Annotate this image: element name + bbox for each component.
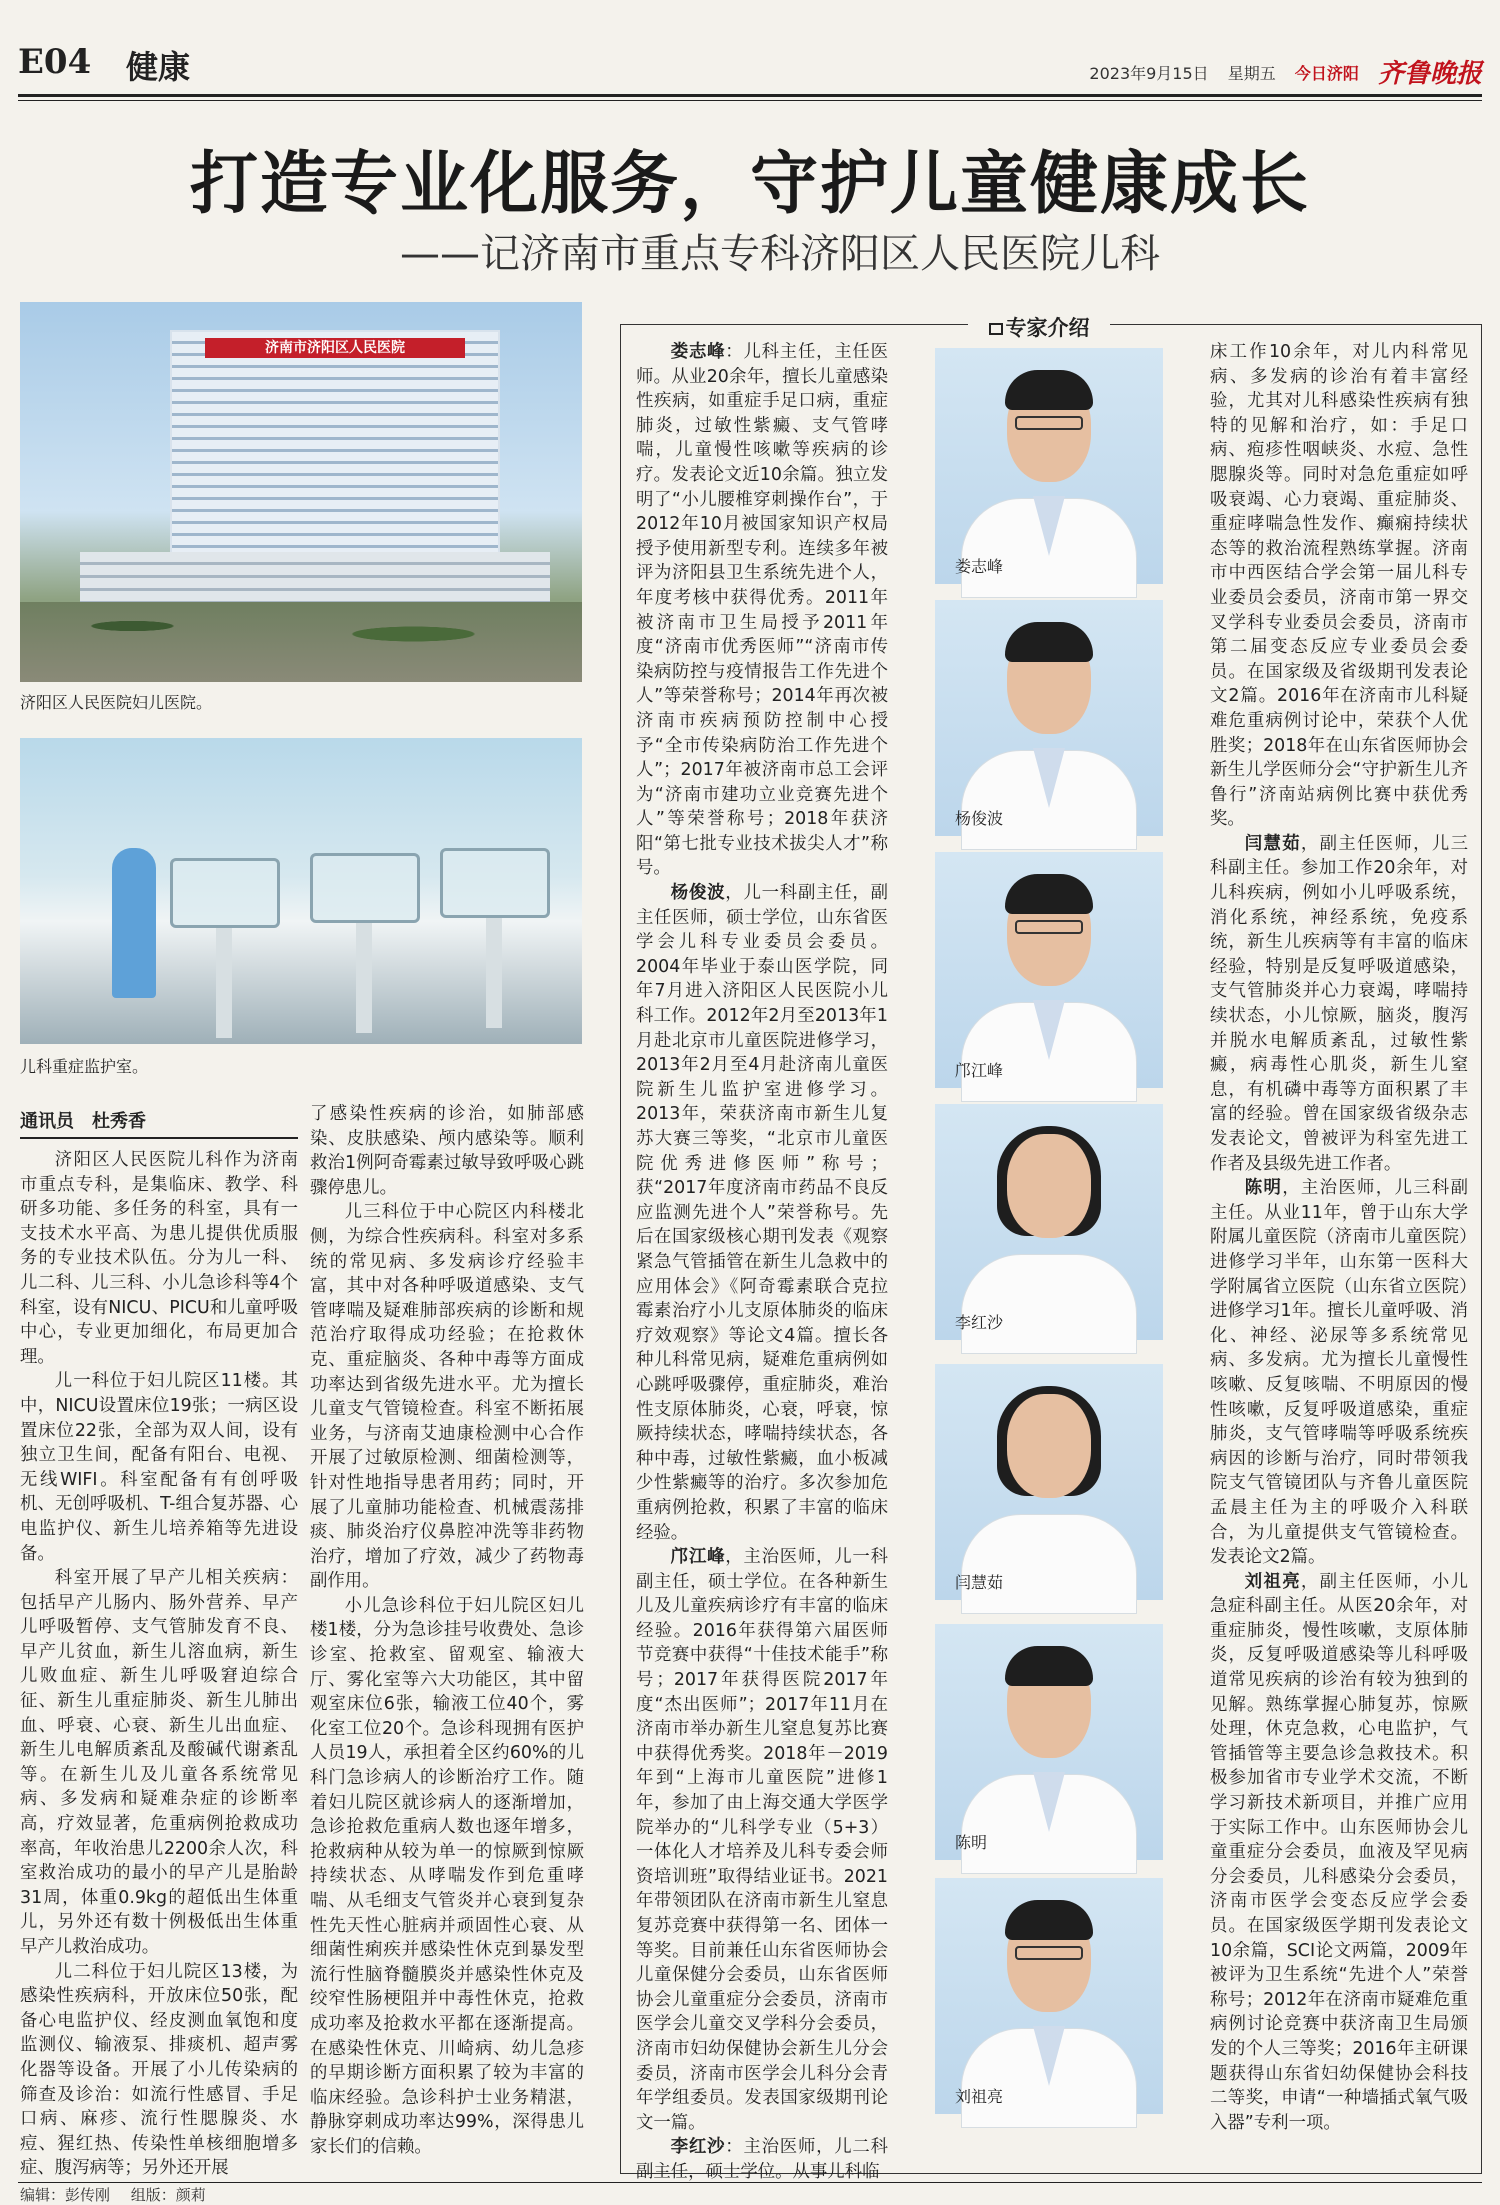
expert-name: 李红沙 xyxy=(670,2137,726,2158)
face xyxy=(1007,1394,1091,1498)
expert-name: 杨俊波 xyxy=(670,883,726,904)
expert-name: 陈明 xyxy=(1244,1178,1283,1199)
glasses-icon xyxy=(1015,416,1083,430)
hair xyxy=(1005,1900,1093,1940)
glasses-icon xyxy=(1015,920,1083,934)
portrait-name: 闫慧茹 xyxy=(955,1573,1004,1592)
footer-rule xyxy=(18,2182,1482,2183)
section-name: 健康 xyxy=(126,48,191,86)
expert-column-right xyxy=(1210,340,1468,2168)
paragraph: 小儿急诊科位于妇儿院区妇儿楼1楼，分为急诊挂号收费处、急诊诊室、抢救室、留观室、输液大厅、雾化室等六大功能区，其中留观室床位6张，输液工位40个，雾化室工位20个。急诊科现拥有医护人员19人，承担着全区约60%的儿科门急诊病人的诊断治疗工作。随着妇儿院区就诊病人的逐渐增加，急诊抢救危重病人数也逐年增多，抢救病种从较为单一的惊厥到惊厥持续状态、从哮喘发作到危重哮喘、从毛细支气管炎并心衰到复杂性先天性心脏病并顽固性心衰、从细菌性痢疾并感染性休克到暴发型流行性脑脊髓膜炎并感染性休克及绞窄性肠梗阻并中毒性休克，抢救成功率及抢救水平都在逐渐提高。在感染性休克、川崎病、幼儿急疹的早期诊断方面积累了较为丰富的临床经验。急诊科护士业务精湛，静脉穿刺成功率达99%，深得患儿家长们的信赖。 xyxy=(310,1595,584,2157)
expert-text: 床工作10余年，对儿内科常见病、多发病的诊治有着丰富经验，尤其对儿科感染性疾病有独特的见解和治疗，如：手足口病、疱疹性咽峡炎、水痘、急性腮腺炎等。同时对急危重症如呼吸衰竭、心力衰竭、重症肺炎、重症哮喘急性发作、癫痫持续状态等的救治流程熟练掌握。济南市中西医结合学会第一届儿科专业委员会委员，济南市第一界交叉学科专业委员会委员，济南市第二届变态反应专业委员会委员。在国家级及省级期刊发表论文2篇。2016年在济南市儿科疑难危重病例讨论中，荣获个人优胜奖；2018年在山东省医师协会新生儿学医师分会“守护新生儿齐鲁行”济南站病例比赛中获优秀奖。 xyxy=(1210,342,1468,830)
page-header xyxy=(18,40,1482,92)
paragraph: 了感染性疾病的诊治，如肺部感染、皮肤感染、颅内感染等。顺利救治1例阿奇霉素过敏导致呼吸心跳骤停患儿。 xyxy=(310,1104,584,1198)
face xyxy=(1007,1134,1091,1238)
layout-credit: 组版：颜莉 xyxy=(130,2186,206,2204)
incubator xyxy=(440,848,550,918)
header-rule-thin xyxy=(18,100,1482,101)
expert-name: 娄志峰 xyxy=(670,342,726,362)
editor-credit: 编辑：彭传刚 xyxy=(20,2186,111,2204)
header-rule xyxy=(18,94,1482,97)
photo1-caption: 济阳区人民医院妇儿医院。 xyxy=(20,693,213,712)
portrait-name: 娄志峰 xyxy=(955,557,1004,576)
glasses-icon xyxy=(1015,1946,1083,1960)
expert-text: ，儿一科副主任，副主任医师，硕士学位，山东省医学会儿科专业委员会委员。2004年毕业于泰山医学院，同年7月进入济阳区人民医院小儿科工作。2012年2月至2013年1月赴北京市儿童医院进修学习，2013年2月至4月赴济南儿童医院新生儿监护室进修学习。2013年，荣获济南市新生儿复苏大赛三等奖，“北京市儿童医院优秀进修医师”称号；获“2017年度济南市药品不良反应监测先进个人”荣誉称号。先后在国家级核心期刊发表《观察紧急气管插管在新生儿急救中的应用体会》《阿奇霉素联合克拉霉素治疗小儿支原体肺炎的临床疗效观察》等论文4篇。擅长各种儿科常见病，疑难危重病例如心跳呼吸骤停，重症肺炎，难治性支原体肺炎，心衰，呼衰，惊厥持续状态，哮喘持续状态，各种中毒，过敏性紫癜，血小板减少性紫癜等的治疗。多次参加危重病例抢救，积累了丰富的临床经验。 xyxy=(636,883,888,1543)
header-meta xyxy=(1075,50,1482,87)
box-icon xyxy=(989,323,1003,335)
hair xyxy=(1005,622,1093,662)
paragraph: 儿三科位于中心院区内科楼北侧，为综合性疾病科。科室对多系统的常见病、多发病诊疗经验丰富，其中对各种呼吸道感染、支气管哮喘及疑难肺部疾病的诊断和规范治疗取得成功经验；在抢救休克、重症脑炎、各种中毒等方面成功率达到省级先进水平。尤为擅长儿童支气管镜检查。科室不断拓展业务，与济南艾迪康检测中心合作开展了过敏原检测、细菌检测等，针对性地指导患者用药；同时，开展了儿童肺功能检查、机械震荡排痰、肺炎治疗仪鼻腔冲洗等非药物治疗，增加了疗效，减少了药物毒副作用。 xyxy=(310,1202,584,1592)
icu-photo xyxy=(20,738,582,1044)
paragraph: 儿二科位于妇儿院区13楼，为感染性疾病科，开放床位50张，配备心电监护仪、经皮测血氧饱和度监测仪、输液泵、排痰机、超声雾化器等设备。开展了小儿传染病的筛查及诊治：如流行性感冒、手足口病、麻疹、流行性腮腺炎、水痘、猩红热、传染性单核细胞增多症、腹泻病等；另外还开展 xyxy=(20,1961,298,2179)
building-sign: 济南市济阳区人民医院 xyxy=(205,338,465,358)
expert-bio xyxy=(636,1545,888,2135)
expert-text: ，主治医师，儿一科副主任，硕士学位。在各种新生儿及儿童疾病诊疗有丰富的临床经验。2016年获得第六届医师节竞赛中获得“十佳技术能手”称号；2017年获得医院2017年度“杰出医师”；2017年11月在济南市举办新生儿窒息复苏比赛中获得优秀奖。2018年－2019年到“上海市儿童医院”进修1年，参加了由上海交通大学医学院举办的“儿科学专业（5+3）一体化人才培养及儿科专委会师资培训班”取得结业证书。2021年带领团队在济南市新生儿窒息复苏竞赛中获得第一名、团体一等奖。目前兼任山东省医师协会儿童保健分会委员，山东省医师协会儿童重症分会委员，济南市医学会儿童交叉学科分会委员，济南市妇幼保健协会新生儿分会委员，济南市医学会儿科分会青年学组委员。发表国家级期刊论文一篇。 xyxy=(636,1547,888,2133)
portrait-name: 邝江峰 xyxy=(955,1061,1004,1080)
hair xyxy=(1005,370,1093,410)
incubator-stand xyxy=(356,923,372,1033)
incubator xyxy=(310,853,420,923)
hair xyxy=(1005,874,1093,914)
expert-text: ，副主任医师，儿三科副主任。参加工作20余年，对儿科疾病，例如小儿呼吸系统，消化系统，神经系统，免疫系统，新生儿疾病等有丰富的临床经验，特别是反复呼吸道感染，支气管肺炎并心力衰竭，哮喘持续状态，小儿惊厥，脑炎，腹泻并脱水电解质紊乱，过敏性紫癜，病毒性心肌炎，新生儿窒息，有机磷中毒等方面积累了丰富的经验。曾在国家级省级杂志发表论文，曾被评为科室先进工作者及县级先进工作者。 xyxy=(1210,833,1468,1174)
trees xyxy=(20,602,582,682)
expert-text: ，主治医师，儿三科副主任。从业11年，曾于山东大学附属儿童医院（济南市儿童医院）进修学习半年，山东第一医科大学附属省立医院（山东省立医院）进修学习1年。擅长儿童呼吸、消化、神经、泌尿等多系统常见病、多发病。尤为擅长儿童慢性咳嗽、反复咳喘、不明原因的慢性咳嗽，反复呼吸道感染，重症肺炎，支气管哮喘等呼吸系统疾病因的诊断与治疗，同时带领我院支气管镜团队与齐鲁儿童医院孟晨主任为主的呼吸介入科联合，为儿童提供支气管镜检查。发表论文2篇。 xyxy=(1210,1178,1468,1568)
byline: 通讯员 杜秀香 xyxy=(20,1107,298,1139)
page-footer xyxy=(20,2184,222,2205)
expert-text: ，副主任医师，小儿急症科副主任。从医20余年，对重症肺炎，慢性咳嗽，支原体肺炎，反复呼吸道感染等儿科呼吸道常见疾病的诊治有较为独到的见解。熟练掌握心肺复苏，惊厥处理，休克急救，心电监护，气管插管等主要急诊急救技术。积极参加省市专业学术交流，不断学习新技术新项目，并推广应用于实际工作中。山东医师协会儿童重症分会委员，血液及罕见病分会委员，儿科感染分会委员，济南市医学会变态反应学会委员。在国家级医学期刊发表论文10余篇，SCI论文两篇，2009年被评为卫生系统“先进个人”荣誉称号；2012年在济南市疑难危重病例讨论竞赛中获济南卫生局颁发的个人三等奖；2016年主研课题获得山东省妇幼保健协会科技二等奖，申请“一种墙插式氧气吸入器”专利一项。 xyxy=(1210,1571,1468,2133)
hair xyxy=(1005,1646,1093,1686)
photo2-caption: 儿科重症监护室。 xyxy=(20,1057,149,1076)
edition-name: 今日济阳 xyxy=(1294,64,1359,83)
expert-column-left xyxy=(636,340,888,2182)
paragraph: 儿一科位于妇儿院区11楼。其中，NICU设置床位19张；一病区设置床位22张，全部为双人间，设有独立卫生间，配备有阳台、电视、无线WIFI。科室配备有有创呼吸机、无创呼吸机、T-组合复苏器、心电监护仪、新生儿培养箱等先进设备。 xyxy=(20,1371,298,1564)
expert-name: 闫慧茹 xyxy=(1244,833,1301,854)
portrait-name: 李红沙 xyxy=(955,1313,1004,1332)
incubator-stand xyxy=(486,918,502,1028)
portrait-name: 杨俊波 xyxy=(955,809,1004,828)
body-column-2 xyxy=(310,1102,584,2168)
page-code: E04 xyxy=(18,42,92,82)
expert-portrait xyxy=(935,348,1163,584)
expert-bio xyxy=(636,2135,888,2184)
expert-portrait xyxy=(935,1878,1163,2114)
expert-text: ：主治医师，儿二科副主任，硕士学位。从事儿科临 xyxy=(636,2137,888,2182)
nurse-figure xyxy=(112,848,156,998)
expert-bio xyxy=(1210,832,1468,1176)
hospital-building-photo xyxy=(20,302,582,682)
expert-bio xyxy=(636,340,888,881)
expert-name: 邝江峰 xyxy=(670,1547,726,1568)
paragraph: 科室开展了早产儿相关疾病：包括早产儿肠内、肠外营养、早产儿呼吸暂停、支气管肺发育不良、早产儿贫血，新生儿溶血病，新生儿败血症、新生儿呼吸窘迫综合征、新生儿重症肺炎、新生儿肺出血、呼衰、心衰、新生儿出血症、新生儿电解质紊乱及酸碱代谢紊乱等。在新生儿及儿童各系统常见病、多发病和疑难杂症的诊断率高，疗效显著，危重病例抢救成功率高，年收治患儿2200余人次，科室救治成功的最小的早产儿是胎龄31周，体重0.9kg的超低出生体重儿，另外还有数十例极低出生体重早产儿救治成功。 xyxy=(20,1568,298,1957)
white-coat xyxy=(961,1254,1137,1354)
expert-bio xyxy=(1210,340,1468,832)
expert-text: ：儿科主任，主任医师。从业20余年，擅长儿童感染性疾病，如重症手足口病，重症肺炎，过敏性紫癜、支气管哮喘，儿童慢性咳嗽等疾病的诊疗。发表论文近10余篇。独立发明了“小儿腰椎穿刺操作台”，于2012年10月被国家知识产权局授予使用新型专利。连续多年被评为济阳县卫生系统先进个人，年度考核中获得优秀。2011年被济南市卫生局授予2011年度“济南市优秀医师”“济南市传染病防控与疫情报告工作先进个人”等荣誉称号；2014年再次被济南市疾病预防控制中心授予“全市传染病防治工作先进个人”；2017年被济南市总工会评为“济南市建功立业竞赛先进个人”等荣誉称号；2018年获济阳“第七批专业技术拔尖人才”称号。 xyxy=(636,342,888,879)
newspaper-logo: 齐鲁晚报 xyxy=(1377,59,1482,89)
expert-portrait xyxy=(935,1624,1163,1860)
expert-box-title xyxy=(968,312,1110,342)
expert-box-title-text: 专家介绍 xyxy=(1005,316,1090,340)
expert-portrait xyxy=(935,1364,1163,1600)
expert-portrait xyxy=(935,600,1163,836)
article-subtitle: ——记济南市重点专科济阳区人民医院儿科 xyxy=(400,231,1160,277)
issue-weekday: 星期五 xyxy=(1227,64,1276,83)
incubator xyxy=(170,858,280,928)
expert-bio xyxy=(636,881,888,1545)
issue-date: 2023年9月15日 xyxy=(1089,64,1209,83)
expert-portrait xyxy=(935,852,1163,1088)
paragraph: 济阳区人民医院儿科作为济南市重点专科，是集临床、教学、科研多功能、多任务的科室，具有一支技术水平高、为患儿提供优质服务的专业技术队伍。分为儿一科、儿二科、儿三科、小儿急诊科等4个科室，设有NICU、PICU和儿童呼吸中心，专业更加细化，布局更加合理。 xyxy=(20,1150,298,1367)
expert-bio xyxy=(1210,1570,1468,2136)
incubator-stand xyxy=(216,928,232,1038)
expert-bio xyxy=(1210,1176,1468,1570)
expert-portrait xyxy=(935,1104,1163,1340)
body-column-1 xyxy=(20,1148,298,2179)
expert-name: 刘祖亮 xyxy=(1244,1571,1301,1592)
portrait-name: 陈明 xyxy=(955,1833,988,1852)
white-coat xyxy=(961,1514,1137,1614)
portrait-name: 刘祖亮 xyxy=(955,2087,1004,2106)
article-title: 打造专业化服务，守护儿童健康成长 xyxy=(189,144,1310,224)
